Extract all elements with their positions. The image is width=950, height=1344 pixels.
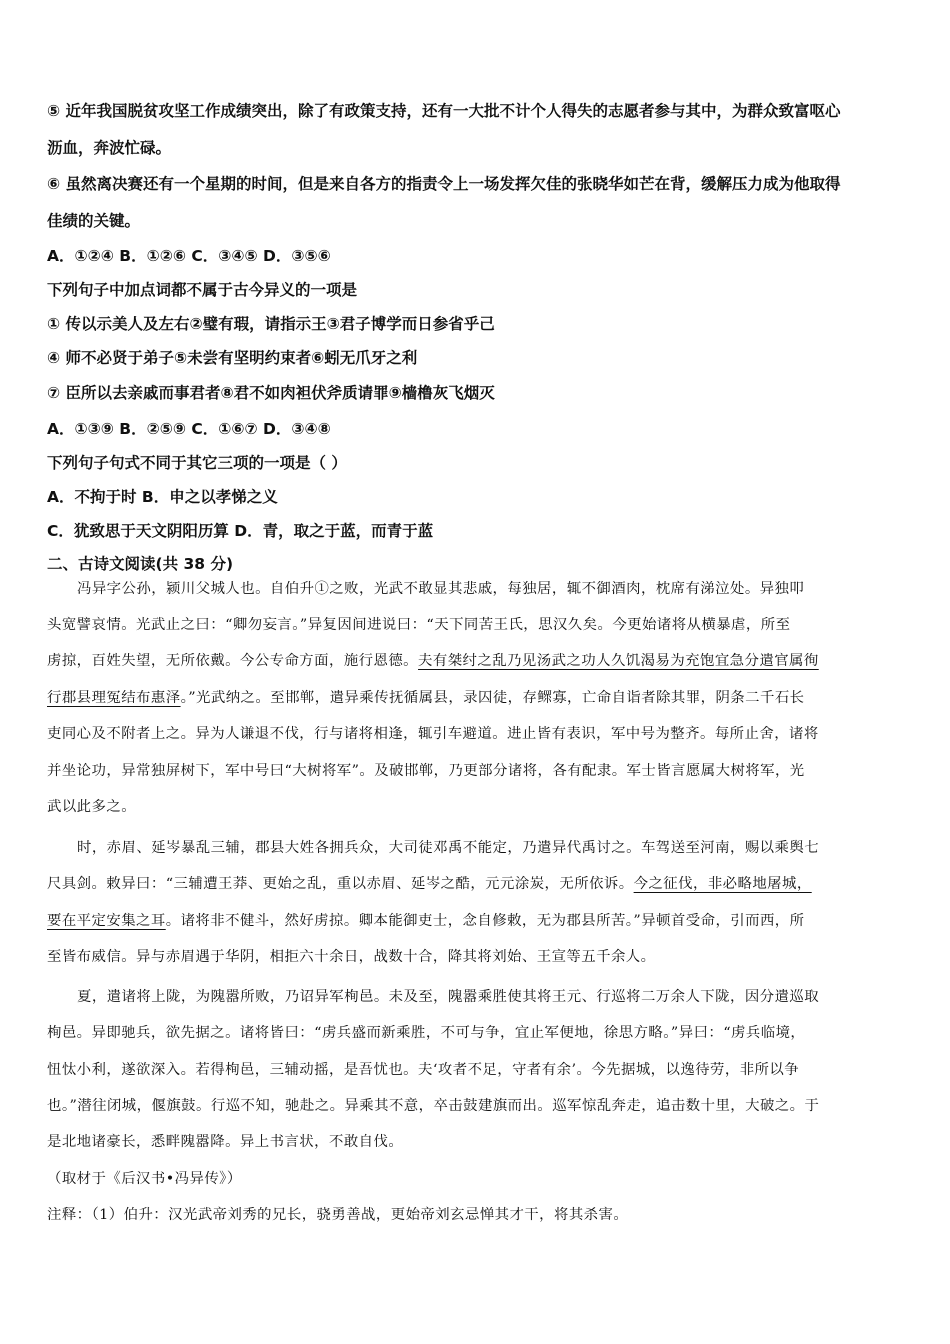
passage-line: 时，赤眉、延岑暴乱三辅，郡县大姓各拥兵众，大司徒邓禹不能定，乃遣异代禹讨之。车驾送至河南，赐以乘舆七	[77, 840, 820, 856]
passage-line	[47, 650, 907, 672]
passage-line: 栒邑。异即驰兵，欲先据之。诸将皆曰：“虏兵盛而新乘胜，不可与争，宜止军便地，徐思方略。”异曰：“虏兵临境，	[47, 1025, 806, 1041]
sentence-6-line-2: 佳绩的关键。	[47, 212, 141, 230]
question-stem: 下列句子句式不同于其它三项的一项是（ ）	[47, 454, 347, 472]
underlined-passage: 夫有桀纣之乱乃见汤武之功人久饥渴易为充饱宜急分遣官属徇	[418, 653, 819, 669]
passage-line: 头宽譬哀情。光武止之曰：“卿勿妄言。”异复因间进说曰：“天下同苦王氏，思汉久矣。今更始诸将从横暴虐，所至	[47, 617, 791, 633]
passage-text: 。诸将非不健斗，然好虏掠。卿本能御吏士，念自修敕，无为郡县所苦。”异顿首受命，引而西，所	[165, 913, 805, 929]
section-heading: 二、古诗文阅读(共 38 分)	[47, 555, 234, 573]
sentence-6-line-1: ⑥ 虽然离决赛还有一个星期的时间，但是来自各方的指责令上一场发挥欠佳的张晓华如芒在背，缓解压力成为他取得	[47, 175, 841, 193]
underlined-passage: 行郡县理冤结布惠泽	[47, 690, 181, 706]
annotation-note: 注释：（1）伯升：汉光武帝刘秀的兄长，骁勇善战，更始帝刘玄忌惮其才干，将其杀害。	[47, 1207, 629, 1223]
question-options: A．①③⑨ B．②⑤⑨ C．①⑥⑦ D．③④⑧	[47, 420, 331, 438]
passage-line: 武以此多之。	[47, 799, 137, 815]
passage-line: 忸忲小利，遂欲深入。若得栒邑，三辅动摇，是吾忧也。夫‘攻者不足，守者有余’。今先据城，以逸待劳，非所以争	[47, 1062, 800, 1078]
question-options: C．犹致思于天文阴阳历算 D．青，取之于蓝，而青于蓝	[47, 522, 434, 540]
passage-text: 。”光武纳之。至邯郸，遣异乘传抚循属县，录囚徒，存鳏寡，亡命自诣者除其罪，阴条二千石长	[180, 690, 805, 706]
passage-line: 也。”潜往闭城，偃旗鼓。行巡不知，驰赴之。异乘其不意，卒击鼓建旗而出。巡军惊乱奔走，追击数十里，大破之。于	[47, 1098, 820, 1114]
sentence-5-line-1: ⑤ 近年我国脱贫攻坚工作成绩突出，除了有政策支持，还有一大批不计个人得失的志愿者参与其中，为群众致富呕心	[47, 102, 841, 120]
underlined-passage: 今之征伐，非必略地屠城，	[633, 876, 812, 892]
question-item-line: ⑦ 臣所以去亲戚而事君者⑧君不如肉袒伏斧质请罪⑨樯橹灰飞烟灭	[47, 384, 495, 402]
passage-line: 吏同心及不附者上之。异为人谦退不伐，行与诸将相逢，辄引车避道。进止皆有表识，军中号为整齐。每所止舍，诸将	[47, 726, 819, 742]
passage-text: 尺具剑。敕异曰：“三辅遭王莽、更始之乱，重以赤眉、延岑之酷，元元涂炭，无所依诉。	[47, 876, 634, 892]
question-options: A．①②④ B．①②⑥ C．③④⑤ D．③⑤⑥	[47, 247, 331, 265]
passage-line: 是北地诸豪长，悉畔隗嚣降。异上书言状，不敢自伐。	[47, 1134, 404, 1150]
passage-line	[47, 910, 907, 932]
underlined-passage: 要在平定安集之耳	[47, 913, 166, 929]
passage-line: 至皆布威信。异与赤眉遇于华阴，相拒六十余日，战数十合，降其将刘始、王宣等五千余人。	[47, 949, 656, 965]
question-item-line: ① 传以示美人及左右②璧有瑕，请指示王③君子博学而日参省乎己	[47, 315, 495, 333]
question-options: A．不拘于时 B．申之以孝悌之义	[47, 488, 278, 506]
sentence-5-line-2: 沥血，奔波忙碌。	[47, 139, 172, 157]
passage-line: 夏，遣诸将上陇，为隗嚣所败，乃诏异军栒邑。未及至，隗嚣乘胜使其将王元、行巡将二万余人下陇，因分遣巡取	[77, 989, 820, 1005]
question-stem: 下列句子中加点词都不属于古今异义的一项是	[47, 281, 358, 299]
question-item-line: ④ 师不必贤于弟子⑤未尝有坚明约束者⑥蚓无爪牙之利	[47, 349, 418, 367]
passage-text: 虏掠，百姓失望，无所依戴。今公专命方面，施行恩德。	[47, 653, 419, 669]
passage-line: 冯异字公孙，颍川父城人也。自伯升①之败，光武不敢显其悲戚，每独居，辄不御酒肉，枕席有涕泣处。异独叩	[77, 581, 805, 597]
passage-line	[47, 873, 907, 895]
passage-line	[47, 687, 907, 709]
passage-line: 并坐论功，异常独屏树下，军中号曰“大树将军”。及破邯郸，乃更部分诸将，各有配隶。军士皆言愿属大树将军，光	[47, 763, 805, 779]
source-citation: （取材于《后汉书•冯异传》）	[47, 1171, 242, 1187]
